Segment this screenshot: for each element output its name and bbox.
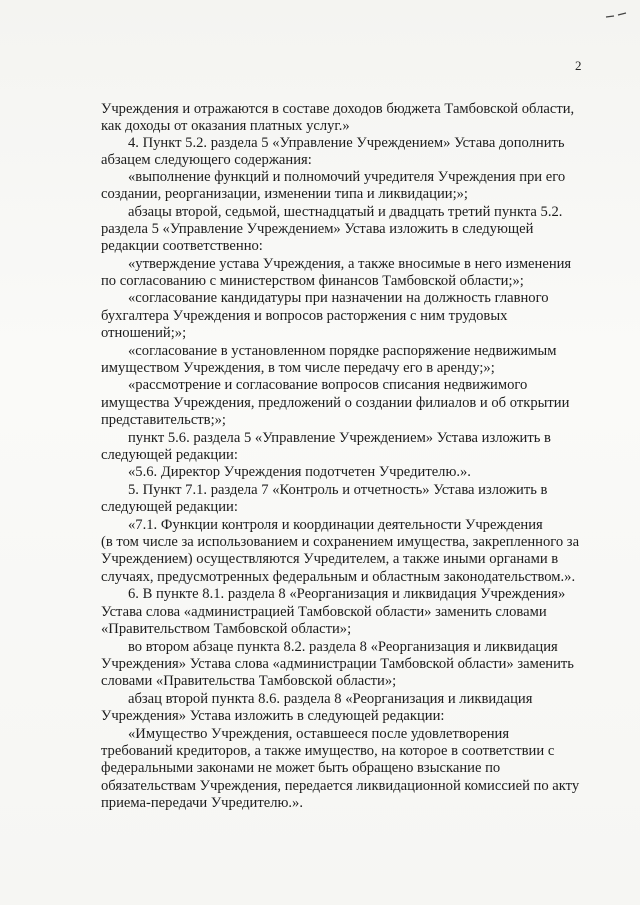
paragraph-line: «согласование в установленном порядке распоряжение недвижимым	[128, 343, 557, 359]
paragraph-line: по согласованию с министерством финансов Тамбовской области;»;	[101, 273, 524, 289]
paragraph-line: Устава слова «администрацией Тамбовской области» заменить словами	[101, 604, 547, 620]
paragraph-line: представительств;»;	[101, 412, 226, 428]
paragraph-line: пункт 5.6. раздела 5 «Управление Учреждением» Устава изложить в	[128, 430, 551, 446]
paragraph-line: отношений;»;	[101, 325, 187, 341]
paragraph-line: редакции соответственно:	[101, 238, 263, 254]
paragraph-line: создании, реорганизации, изменении типа и ликвидации;»;	[101, 186, 468, 202]
paragraph-line: следующей редакции:	[101, 447, 238, 463]
paragraph-line: «Правительством Тамбовской области»;	[101, 621, 352, 637]
paragraph-line: «7.1. Функции контроля и координации деятельности Учреждения	[128, 517, 543, 533]
paragraph-line: 6. В пункте 8.1. раздела 8 «Реорганизация и ликвидация Учреждения»	[128, 586, 566, 602]
paragraph-line: раздела 5 «Управление Учреждением» Устава изложить в следующей	[101, 221, 534, 237]
paragraph-line: «выполнение функций и полномочий учредителя Учреждения при его	[128, 169, 566, 185]
paragraph-line: абзацы второй, седьмой, шестнадцатый и двадцать третий пункта 5.2.	[128, 204, 563, 220]
paragraph-line: Учреждения» Устава изложить в следующей редакции:	[101, 708, 445, 724]
paragraph-line: следующей редакции:	[101, 499, 238, 515]
paragraph-line: «Имущество Учреждения, оставшееся после удовлетворения	[128, 726, 510, 742]
paragraph-line: абзац второй пункта 8.6. раздела 8 «Реорганизация и ликвидация	[128, 691, 533, 707]
paragraph-line: требований кредиторов, а также имущество, на которое в соответствии с	[101, 743, 555, 759]
paragraph-line: (в том числе за использованием и сохранением имущества, закрепленного за	[101, 534, 580, 550]
paragraph-line: 5. Пункт 7.1. раздела 7 «Контроль и отчетность» Устава изложить в	[128, 482, 548, 498]
paragraph-line: как доходы от оказания платных услуг.»	[101, 118, 350, 134]
paragraph-line: федеральными законами не может быть обращено взыскание по	[101, 760, 501, 776]
paragraph-line: Учреждения и отражаются в составе доходов бюджета Тамбовской области,	[101, 101, 575, 117]
paragraph-line: «рассмотрение и согласование вопросов списания недвижимого	[128, 377, 528, 393]
paragraph-line: «5.6. Директор Учреждения подотчетен Учредителю.».	[128, 464, 471, 480]
paragraph-line: имуществом Учреждения, в том числе передачу его в аренду;»;	[101, 360, 495, 376]
paragraph-line: «согласование кандидатуры при назначении на должность главного	[128, 290, 549, 306]
paragraph-line: словами «Правительства Тамбовской области»;	[101, 673, 397, 689]
page-number: 2	[575, 58, 582, 73]
paragraph-line: Учреждением) осуществляются Учредителем, а также иными органами в	[101, 551, 559, 567]
paragraph-line: 4. Пункт 5.2. раздела 5 «Управление Учреждением» Устава дополнить	[128, 135, 565, 151]
paragraph-line: приема-передачи Учредителю.».	[101, 795, 303, 811]
paragraph-line: абзацем следующего содержания:	[101, 152, 312, 168]
paragraph-line: имущества Учреждения, предложений о создании филиалов и об открытии	[101, 395, 570, 411]
paragraph-line: обязательствам Учреждения, передается ликвидационной комиссией по акту	[101, 778, 580, 794]
paragraph-line: «утверждение устава Учреждения, а также вносимые в него изменения	[128, 256, 572, 272]
paragraph-line: случаях, предусмотренных федеральным и областным законодательством.».	[101, 569, 576, 585]
paragraph-line: бухгалтера Учреждения и вопросов расторжения с ним трудовых	[101, 308, 508, 324]
paragraph-line: во втором абзаце пункта 8.2. раздела 8 «Реорганизация и ликвидация	[128, 639, 558, 655]
paragraph-line: Учреждения» Устава слова «администрации Тамбовской области» заменить	[101, 656, 574, 672]
